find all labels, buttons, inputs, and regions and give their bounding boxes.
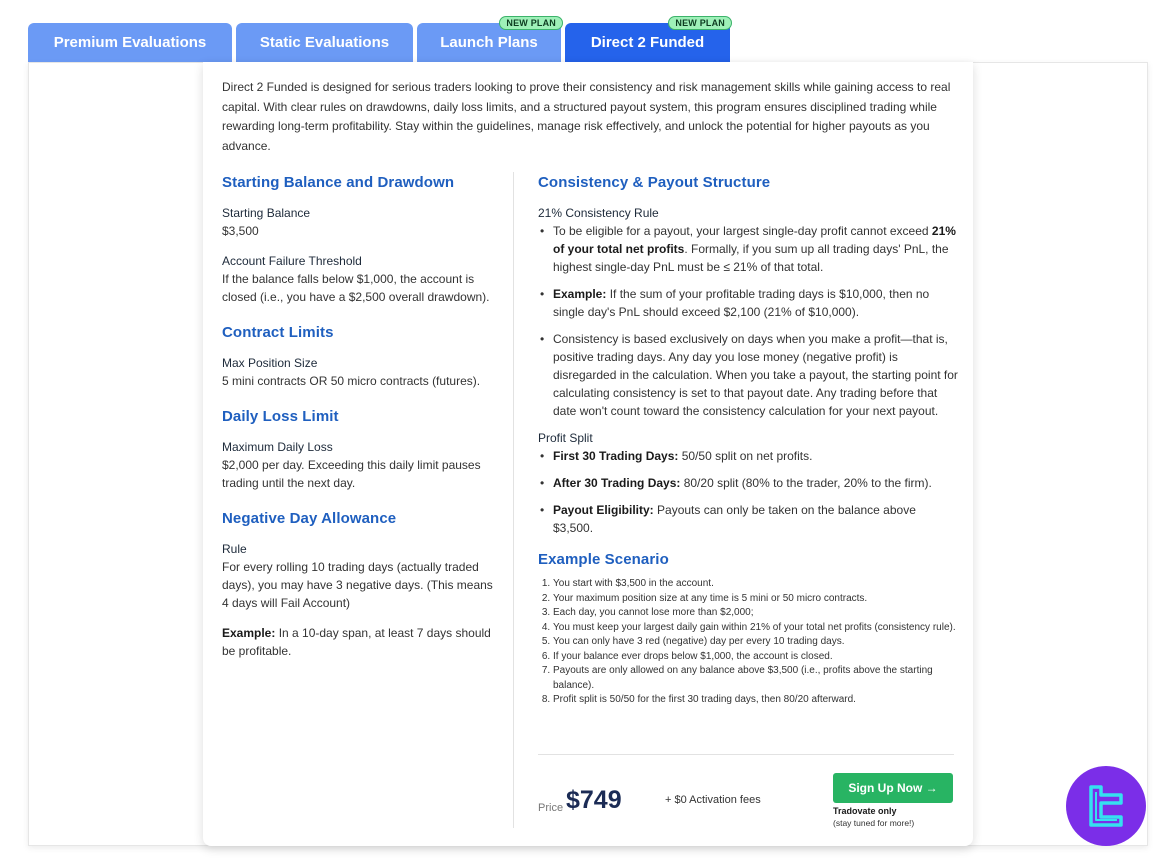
list-item: 2. Your maximum position size at any time is 5 mini or 50 micro contracts. (553, 592, 958, 607)
bullet-text: If the sum of your profitable trading days is $10,000, then no single day's PnL should exceed $2,100 (21% of $10,000). (553, 287, 930, 319)
list-item: 3. Each day, you cannot lose more than $2,000; (553, 606, 958, 621)
right-column (538, 174, 958, 708)
footer-divider (538, 754, 954, 755)
balance-section (222, 174, 497, 306)
tab-label: Premium Evaluations (53, 34, 207, 51)
bullet-text: 50/50 split on net profits. (678, 449, 813, 463)
consistency-heading: Consistency & Payout Structure (538, 174, 771, 191)
bullet-bold: Example: (553, 287, 607, 301)
negative-day-heading: Negative Day Allowance (222, 510, 397, 527)
list-item (538, 474, 958, 492)
failure-threshold-label: Account Failure Threshold (222, 254, 362, 268)
max-position-text: 5 mini contracts OR 50 micro contracts (futures). (222, 374, 481, 388)
bullet-text: 80/20 split (80% to the trader, 20% to the firm). (680, 476, 932, 490)
platform-note: Tradovate only (833, 806, 897, 816)
bullet-text: Payouts can only be taken on the balance above $3,500. (553, 503, 916, 535)
example-bold: Example: (222, 626, 276, 640)
tab-premium-evaluations[interactable] (28, 23, 232, 62)
bullet-text: To be eligible for a payout, your largest single-day profit cannot exceed (553, 224, 932, 238)
activation-fee: + $0 Activation fees (665, 794, 761, 806)
list-item: 4. You must keep your largest daily gain within 21% of your total net profits (consistency rule). (553, 621, 958, 636)
starting-balance-value: $3,500 (222, 224, 259, 238)
plan-intro: Direct 2 Funded is designed for serious traders looking to prove their consistency and risk management skills while gaining access to real capital. With clear rules on drawdowns, daily loss limits, and a structured payout system, this program ensures disciplined trading while rewarding long-term profitability. Stay within the guidelines, manage risk effectively, and unlock the potential for higher payouts as you advance. (222, 80, 951, 153)
max-daily-loss-label: Maximum Daily Loss (222, 440, 333, 454)
logo-glyph (1079, 779, 1133, 833)
left-column (222, 174, 497, 678)
tab-label: Launch Plans (440, 34, 538, 51)
daily-loss-heading: Daily Loss Limit (222, 408, 339, 425)
max-position-label: Max Position Size (222, 356, 318, 370)
list-item: 6. If your balance ever drops below $1,000, the account is closed. (553, 650, 958, 665)
rule-text: For every rolling 10 trading days (actually traded days), you may have 3 negative days. (This means 4 days will Fail Account) (222, 560, 493, 610)
price-value: $749 (566, 786, 622, 814)
bullet-bold: 21% of your total net profits (553, 224, 956, 256)
bullet-bold: After 30 Trading Days: (553, 476, 681, 490)
plan-card (203, 62, 973, 846)
plan-tabs (28, 18, 730, 62)
tab-launch-plans[interactable] (417, 18, 561, 62)
new-plan-badge: NEW PLAN (668, 16, 732, 30)
list-item (538, 330, 958, 420)
bullet-text: Consistency is based exclusively on days when you make a profit—that is, positive trading days. Any day you lose money (negative profit) is disregarded in the calculation. When you take a payout, the starting point for calculating consistency is set to that payout date. Any trading before that date won't count toward the consistency calculation for your next payout. (553, 332, 958, 418)
platform-subnote: (stay tuned for more!) (833, 818, 915, 828)
contract-section (222, 324, 497, 390)
sign-up-button[interactable]: Sign Up Now → (833, 773, 953, 803)
price-label: Price (538, 802, 564, 814)
tab-label: Static Evaluations (259, 34, 390, 51)
bullet-bold: First 30 Trading Days: (553, 449, 679, 463)
profit-split-list (538, 447, 958, 537)
bullet-bold: Payout Eligibility: (553, 503, 654, 517)
max-daily-loss-text: $2,000 per day. Exceeding this daily limit pauses trading until the next day. (222, 458, 481, 490)
tradingfinder-logo-icon (1066, 766, 1146, 846)
list-item (538, 501, 958, 537)
list-item: 8. Profit split is 50/50 for the first 30 trading days, then 80/20 afterward. (553, 693, 958, 708)
list-item: 1. You start with $3,500 in the account. (553, 577, 958, 592)
scenario-list (538, 577, 958, 708)
negative-day-section (222, 510, 497, 660)
consistency-rule-label: 21% Consistency Rule (538, 206, 659, 220)
column-divider (513, 172, 514, 828)
balance-heading: Starting Balance and Drawdown (222, 174, 455, 191)
negative-example (222, 624, 497, 660)
bullet-text: . Formally, if you sum up all trading days' PnL, the highest single-day PnL must be ≤ 21% of that total. (553, 242, 949, 274)
list-item (538, 222, 958, 276)
new-plan-badge: NEW PLAN (499, 16, 563, 30)
profit-split-label: Profit Split (538, 431, 593, 445)
tab-direct-2-funded[interactable] (565, 18, 730, 62)
failure-threshold-text: If the balance falls below $1,000, the account is closed (i.e., you have a $2,500 overall drawdown). (222, 272, 490, 304)
list-item (538, 447, 958, 465)
consistency-list (538, 222, 958, 420)
list-item (538, 285, 958, 321)
list-item: 7. Payouts are only allowed on any balance above $3,500 (i.e., profits above the starting balance). (553, 664, 958, 693)
list-item: 5. You can only have 3 red (negative) day per every 10 trading days. (553, 635, 958, 650)
example-text: In a 10-day span, at least 7 days should be profitable. (222, 626, 491, 658)
starting-balance-label: Starting Balance (222, 206, 311, 220)
tab-label: Direct 2 Funded (590, 34, 705, 51)
rule-label: Rule (222, 542, 247, 556)
daily-loss-section (222, 408, 497, 492)
contract-heading: Contract Limits (222, 324, 334, 341)
scenario-heading: Example Scenario (538, 551, 669, 568)
tab-static-evaluations[interactable] (236, 23, 413, 62)
